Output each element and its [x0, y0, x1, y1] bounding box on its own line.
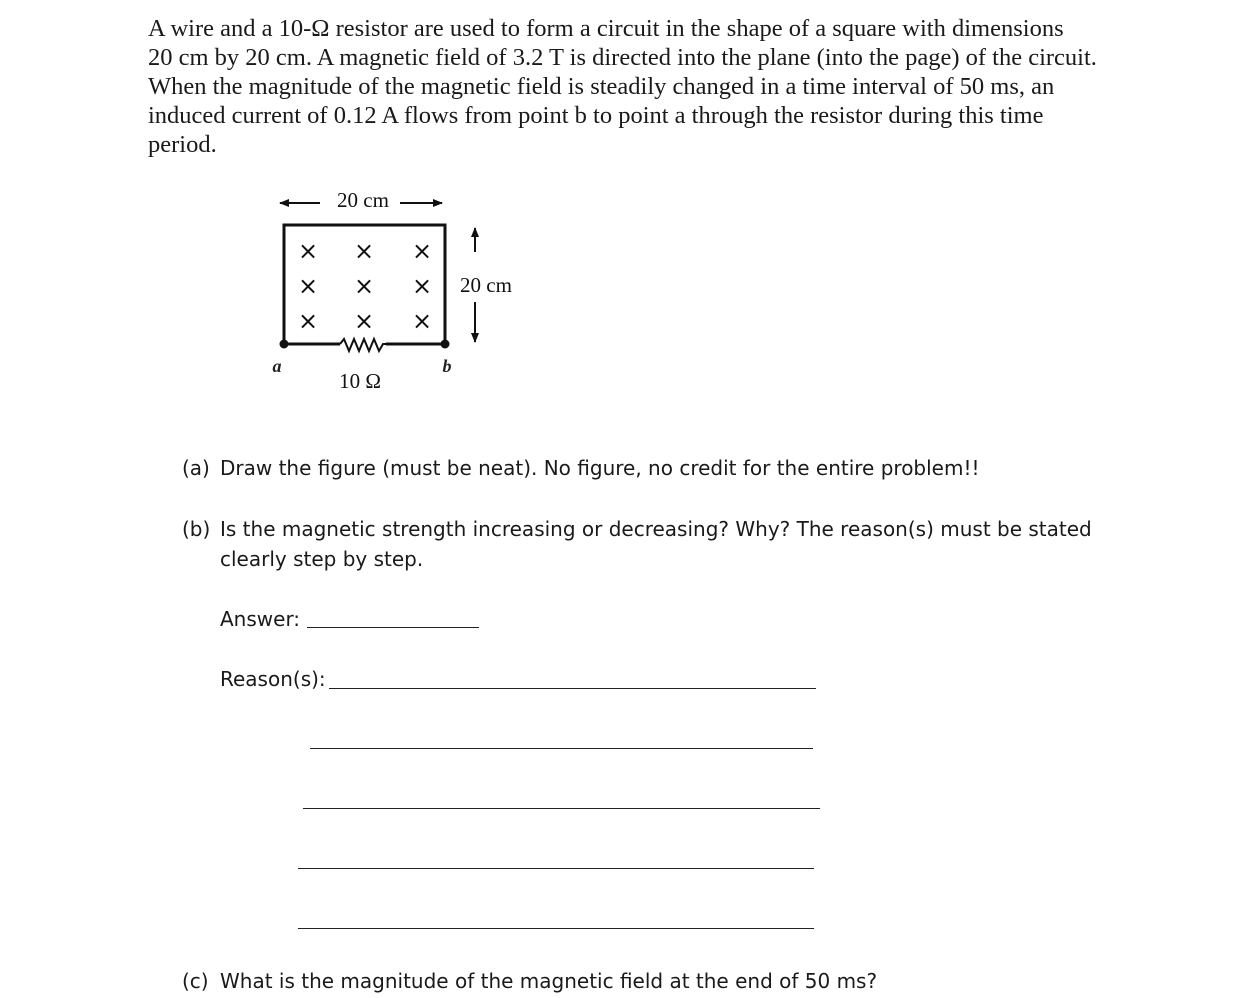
field-cross-icon: × — [411, 237, 433, 265]
question-c-label: (c) — [182, 969, 209, 993]
field-cross-icon: × — [297, 237, 319, 265]
question-b — [182, 514, 1102, 574]
question-c — [182, 966, 1082, 996]
answer-label: Answer: — [220, 607, 301, 631]
field-cross-icon: × — [297, 272, 319, 300]
question-a-text: Draw the figure (must be neat). No figure, no credit for the entire problem!! — [220, 456, 980, 480]
answer-blank-line[interactable] — [307, 627, 479, 628]
reason-blank-line[interactable] — [298, 868, 814, 869]
point-b-dot — [441, 340, 450, 349]
reason-blank-line[interactable] — [298, 928, 814, 929]
field-cross-icon: × — [353, 237, 375, 265]
question-b-label: (b) — [182, 517, 211, 541]
point-a-dot — [280, 340, 289, 349]
point-a-label: a — [272, 356, 282, 376]
question-b-text-line1: Is the magnetic strength increasing or decreasing? Why? The reason(s) must be stated — [220, 517, 1092, 541]
resistor-label: 10 Ω — [339, 369, 381, 393]
question-a — [182, 453, 1082, 483]
point-b-label: b — [442, 356, 452, 376]
question-b-text-line2: clearly step by step. — [220, 547, 424, 571]
reason-blank-line[interactable] — [310, 748, 813, 749]
question-a-label: (a) — [182, 456, 210, 480]
problem-line: period. — [148, 131, 217, 158]
field-cross-icon: × — [297, 307, 319, 335]
field-cross-icon: × — [353, 272, 375, 300]
problem-line: 20 cm by 20 cm. A magnetic field of 3.2 T is directed into the plane (into the page) of the circuit. — [148, 44, 1097, 71]
field-cross-icon: × — [411, 272, 433, 300]
reason-blank-line[interactable] — [329, 688, 816, 689]
problem-statement — [148, 14, 1128, 159]
width-label: 20 cm — [337, 188, 389, 212]
height-label: 20 cm — [460, 273, 512, 297]
field-cross-icon: × — [353, 307, 375, 335]
resistor-symbol — [340, 339, 386, 351]
circuit-diagram — [260, 180, 540, 400]
question-c-text: What is the magnitude of the magnetic field at the end of 50 ms? — [220, 969, 878, 993]
field-cross-icon: × — [411, 307, 433, 335]
problem-line: induced current of 0.12 A flows from point b to point a through the resistor during this time — [148, 102, 1044, 129]
problem-line: A wire and a 10-Ω resistor are used to form a circuit in the shape of a square with dimensions — [148, 15, 1064, 42]
problem-line: When the magnitude of the magnetic field is steadily changed in a time interval of 50 ms, an — [148, 73, 1055, 100]
reason-blank-line[interactable] — [303, 808, 820, 809]
reasons-label: Reason(s): — [220, 667, 326, 691]
